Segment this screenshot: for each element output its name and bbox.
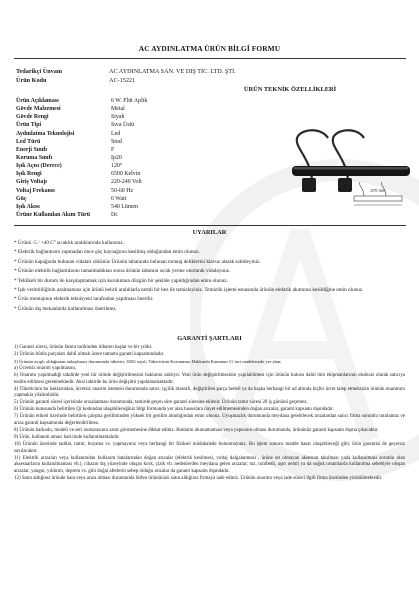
term-item: 11) Elektrik arızaları veya kullanımdan kullanım hatalarından doğan arızalar (elektrik kesilmesi, voltaj dalgalanması , ürüne ait olmayan aksesuar takılması yada kullanılması zorunlu olan aksesuarların kullanılmaması vb.), cihazın dış yüzeyinde oluşan kırık, çizik vb. nedenlerden meydana gelen arızalar; toz, rutubetli, aşırı nemli ya da soğuk ortamlarda kullanılma sebebiyle oluşan arızalar, yangın, yıldırım, deprem vs. gibi doğal afetlerin sebep olduğu arızalar da garanti kapsamı dışındadır. — [14, 455, 405, 474]
spec-key: Gövde Malzemesi — [16, 106, 61, 113]
warnings-title: UYARILAR — [192, 229, 227, 236]
spec-key: Işık Açısı (Derece) — [16, 163, 62, 170]
spec-value: Metal — [111, 106, 125, 113]
spec-key: Ürün Tipi — [16, 122, 42, 129]
spec-key: Işık Akısı — [16, 203, 40, 210]
title-divider — [14, 58, 406, 59]
spec-value: 220-240 Volt — [111, 179, 142, 186]
form-title: AC AYDINLATMA ÜRÜN BİLGİ FORMU — [138, 44, 281, 53]
spec-key: Işık Rengi — [16, 171, 42, 178]
terms-title: GARANTİ ŞARTLARI — [177, 335, 242, 342]
term-item: 8) Ürünün barkodu, modeli ve seri numarasının zarar görmemesine dikkat ediniz. Bunların okunamaması veya yapısının olması durumunda, ürününüz garanti kapsamı dışına çıkacaktır. — [14, 428, 379, 434]
spec-value: F — [111, 146, 115, 153]
spec-value: 6 W. Flüt Aplik — [111, 98, 148, 104]
spec-value: 50-60 Hz — [111, 187, 134, 194]
spec-key: Ürün Açıklaması — [16, 98, 59, 104]
code-value: AC-15221 — [109, 77, 136, 84]
warning-item: * Ürünün dış mekanlarda kullanılması önerilmez. — [14, 305, 117, 312]
warning-item: * Ürün montajının elektrik teknisyeni tarafından yapılması önerilir. — [14, 296, 154, 303]
spec-value: Sıva Üstü — [111, 122, 135, 129]
spec-key: Güç — [16, 195, 27, 202]
dimension-label: 370 mm — [370, 188, 386, 193]
term-item: 6) Ürünün kutusunda belirtilen Qr kodundan ulaşabileceğiniz bilgi formunda yer alan hususlara riayet edilmemesinden doğan arızalar, garanti kapsamı dışındadır. — [14, 407, 334, 413]
spec-value: 6500 Kelvin — [111, 171, 141, 178]
warning-item: * Ürünün kapağında bulunan vidaları sökünüz Ürünün tabanında bulunan montaj deliklerini klavuz alarak sabitleyiniz. — [14, 258, 261, 265]
spec-value: Siyah — [111, 114, 125, 121]
warning-item: * Elektrik bağlantısını yapmadan önce güç kaynağının kesilmiş olduğundan emin olunuz. — [14, 249, 200, 256]
spec-title: ÜRÜN TEKNİK ÖZELLİKLERİ — [243, 86, 337, 93]
term-item: 9) Ürün, kullanım amacı haricinde kullanılmamalıdır. — [14, 435, 120, 441]
spec-key: Enerji Sınıfı — [16, 146, 47, 153]
term-item: b) Onarımı yapılmadığı takdirde yeni bir ürünle değiştirilmesini haklarını saklıyır. Yeni ürün değiştirilmesinin yapılabilmesi için ürünün kutusu dahil tüm ekipmanlarının eksiksiz olarak satıcıya teslim edilmesi gerekmektedir. Aksi taktirde bu ürün değişimi yapılamamaktadır. — [14, 373, 405, 385]
supplier-label: Tedarikçi Ünvanı — [16, 68, 63, 75]
term-item: 7) Ürünün etiketi üzerinde belirtilen çalışma geriliminden yüksek bir gerilim alındığından emin olunuz. Uyuşmazlık durumunda meydana gelebilecek arızalardan satıcı firma sorumlu tutulamaz ve arıza garanti kapsamında değerlendirilmez. — [14, 414, 405, 427]
spec-value: 120° — [111, 163, 123, 170]
term-item: 4) Tüketicinin bu haklarından, ücretsiz onarım istemesi durumunda satıcı; işçilik masrafı, değiştirilen parça bedeli ya da başka herhangi bir ad altında hiçbir ücret talep etmeksizin ürünün onarımını yapmakla yükümlüdür. — [14, 386, 405, 399]
spec-value: Ip20 — [111, 154, 122, 161]
term-item: 5) Ürünün garanti süresi içerisinde arızalanması durumunda, tamirde geçen süre garanti süresine eklenir. Ürünün tamir süresi 20 iş gününü geçemez. — [14, 400, 308, 406]
term-item: 3) Ürünün ayıplı olduğunun anlaşılması durumunda tüketici, 6502 sayılı Tüketicinin Korunması Hakkında Kanunun 11 inci maddesinde yer alan; — [14, 359, 282, 365]
terms-list — [14, 345, 405, 483]
spec-value: 540 Lümen — [111, 203, 138, 210]
spec-key: Gövde Rengi — [16, 114, 49, 121]
term-item: 12) Satın aldığınız üründe hata veya arıza olması durumunda lütfen ürününüzü satın aldığınız firmaya iade ediniz. Ürünün onarımı veya iade süreci ilgili firma üzerinden yürütülmektedir. — [14, 475, 383, 481]
term-item: 1) Garanti süresi, ürünün fatura tarihinden itibaren başlar ve bir yıldır. — [14, 345, 153, 350]
supplier-value: AC AYDINLATMA SAN. VE DIŞ TİC. LTD. ŞTİ. — [109, 68, 236, 75]
spec-value: Dc — [111, 211, 118, 218]
warning-item: * Işık verimliliğinin azalmaması için ürünü belirli aralıklarla nemli bir bez ile temizleyiniz. Temizlik işlemi esnasında ürünün elektrik akımının kesildiğine emin olunuz. — [14, 286, 364, 293]
warning-item: * Ürünü -5 / +40 C° sıcaklık aralıklarında kullanınız. — [14, 240, 125, 246]
spec-key: Voltaj Frekansı — [16, 187, 55, 194]
dimension-drawing — [350, 178, 410, 210]
spec-key: Ürüne Kullanılan Akım Türü — [16, 211, 91, 218]
term-item: a) Ücretsiz onarım yapılmasını, — [14, 366, 77, 372]
spec-key: Giriş Voltajı — [16, 179, 47, 186]
term-item: 2) Ürünün bütün parçaları dahil olmak üzere tamamı garanti kapsamındadır. — [14, 352, 165, 358]
spec-value: 6 Watt — [111, 195, 127, 202]
code-label: Ürün Kodu — [16, 77, 47, 84]
term-item: 10) Ürünün üzerinde tadilat, tamir, boyama vs. yapmayınız veya herhangi bir fiziksel müdahalede bulunmayınız. Bu işlem sonucu madde hasar oluşabileceği gibi, ürün garantisi de geçersiz sayılacaktır. — [14, 442, 405, 454]
spec-value: Smd — [111, 138, 122, 145]
warnings-list — [14, 240, 405, 315]
warning-item: * Tehlikeli bir durum ile karşılaşmamak için kurulumun düzgün bir şekilde yapıldığından emin olunuz. — [14, 277, 228, 284]
spec-key: Led Türü — [16, 138, 41, 145]
spec-value: Led — [111, 130, 121, 137]
warning-item: * Ürünün elektrik bağlantılarını tamamladıktan sonra ürünün tabanını sıcak yerine oturtarak vidalayınız. — [14, 268, 231, 275]
spec-key: Koruma Sınıfı — [16, 154, 53, 161]
spec-key: Aydınlatma Teknolojisi — [16, 130, 75, 137]
spec-divider — [14, 225, 406, 226]
